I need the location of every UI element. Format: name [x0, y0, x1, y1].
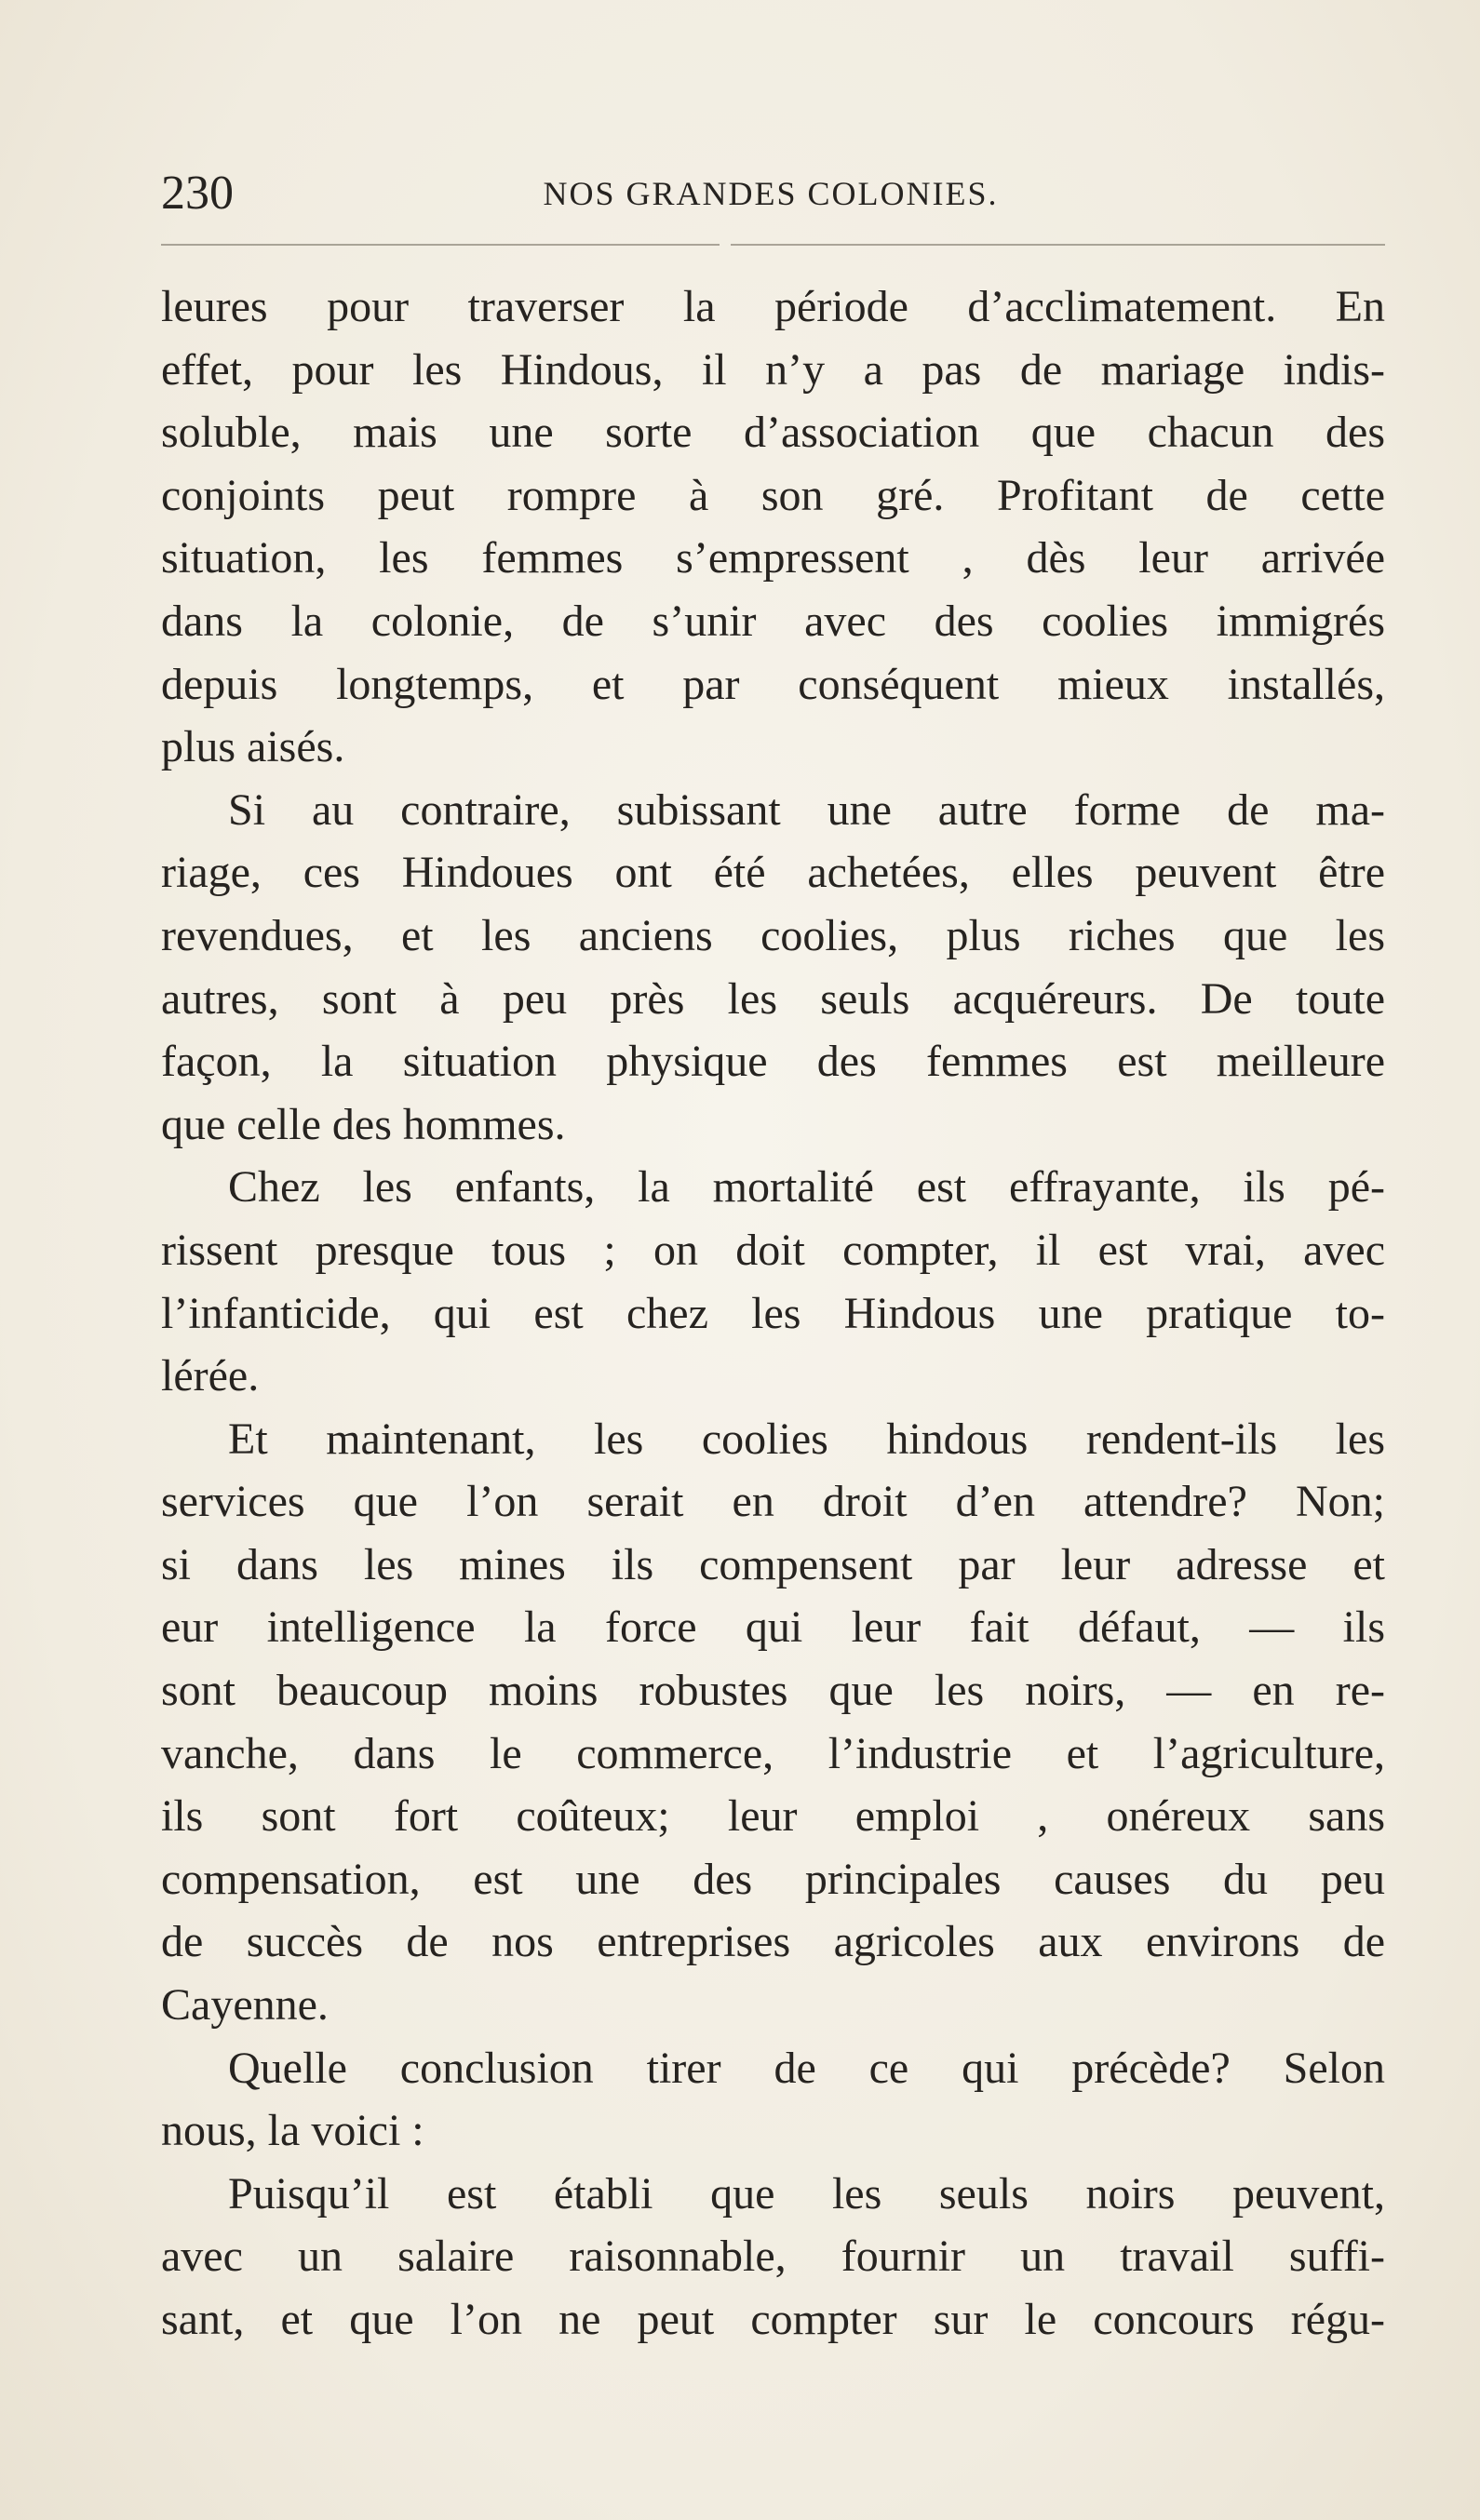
- text-line: de succès de nos entreprises agricoles aux environs de: [161, 1917, 1385, 1967]
- text-line: vanche, dans le commerce, l’industrie et l’agriculture,: [161, 1728, 1385, 1778]
- text-line: ils sont fort coûteux; leur emploi , onéreux sans: [161, 1791, 1385, 1842]
- text-line: façon, la situation physique des femmes est meilleure: [161, 1037, 1385, 1087]
- body-text: [161, 275, 1385, 2352]
- text-line: situation, les femmes s’empressent , dès leur arrivée: [161, 533, 1385, 583]
- text-line: rissent presque tous ; on doit compter, il est vrai, avec: [161, 1225, 1385, 1275]
- header-rule-left: [161, 244, 720, 246]
- text-line: Quelle conclusion tirer de ce qui précède? Selon: [228, 2043, 1385, 2093]
- text-line: dans la colonie, de s’unir avec des coolies immigrés: [161, 596, 1385, 646]
- text-line: eur intelligence la force qui leur fait défaut, — ils: [161, 1602, 1385, 1653]
- text-line: lérée.: [161, 1351, 260, 1401]
- text-line: l’infanticide, qui est chez les Hindous une pratique to-: [161, 1288, 1385, 1338]
- text-line: avec un salaire raisonnable, fournir un travail suffi-: [161, 2232, 1385, 2282]
- text-line: sont beaucoup moins robustes que les noirs, — en re-: [161, 1666, 1385, 1716]
- text-line: que celle des hommes.: [161, 1099, 566, 1149]
- text-line: soluble, mais une sorte d’association que chacun des: [161, 408, 1385, 458]
- text-line: Si au contraire, subissant une autre forme de ma-: [228, 784, 1385, 835]
- text-line: si dans les mines ils compensent par leur adresse et: [161, 1539, 1385, 1589]
- text-line: depuis longtemps, et par conséquent mieux installés,: [161, 659, 1385, 709]
- text-line: Chez les enfants, la mortalité est effrayante, ils pé-: [228, 1162, 1385, 1213]
- text-line: Puisqu’il est établi que les seuls noirs peuvent,: [228, 2168, 1385, 2218]
- text-line: compensation, est une des principales causes du peu: [161, 1854, 1385, 1904]
- running-title-text: NOS GRANDES COLONIES.: [543, 175, 999, 212]
- text-line: plus aisés.: [161, 722, 345, 772]
- header-rule-right: [731, 244, 1385, 246]
- text-line: Cayenne.: [161, 1980, 329, 2031]
- text-line: riage, ces Hindoues ont été achetées, elles peuvent être: [161, 848, 1385, 898]
- text-line: conjoints peut rompre à son gré. Profitant de cette: [161, 470, 1385, 520]
- text-line: autres, sont à peu près les seuls acquéreurs. De toute: [161, 973, 1385, 1024]
- text-line: leures pour traverser la période d’acclimatement. En: [161, 282, 1385, 331]
- running-title: [0, 173, 1480, 214]
- text-line: nous, la voici :: [161, 2106, 424, 2156]
- text-line: revendues, et les anciens coolies, plus riches que les: [161, 910, 1385, 960]
- page-number: 230: [161, 167, 234, 220]
- text-line: sant, et que l’on ne peut compter sur le concours régu-: [161, 2295, 1385, 2344]
- text-line: effet, pour les Hindous, il n’y a pas de mariage indis-: [161, 344, 1385, 395]
- text-line: Et maintenant, les coolies hindous rendent-ils les: [228, 1414, 1385, 1464]
- text-line: services que l’on serait en droit d’en attendre? Non;: [161, 1477, 1385, 1527]
